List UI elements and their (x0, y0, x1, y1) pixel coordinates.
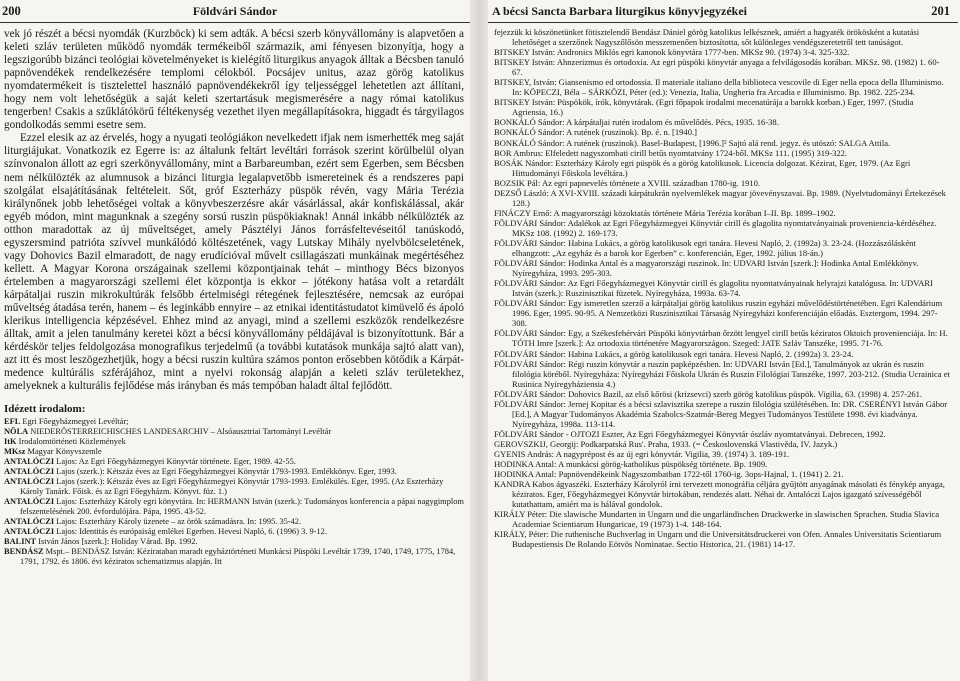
bibliography-entry (4, 467, 464, 477)
bibliography-entry: BITSKEY István: Andronics Miklós egri kanonok könyvtára 1777-ben. MKSz 90. (1974) 3-4. 325-332. (494, 47, 850, 58)
bibliography-entry: FINÁCZY Ernő: A magyarországi közoktatás története Mária Terézia korában I–II. Bp. 1899–1902. (494, 207, 836, 218)
bibliography-entry: FÖLDVÁRI Sándor: Az Egri Főegyházmegyei Könyvtár cirill és glagolita nyomtatványainak helyrajzi katalógusa. In: UDVARI István (szerk.): Ruszinisztikai füzetek. Nyíregyháza, 1993a. 63-74. (494, 278, 933, 299)
page-number: 201 (931, 4, 950, 18)
entry-text: NIEDERÖSTERREICHISCHES LANDESARCHIV – Alsóausztriai Tartományi Levéltár (30, 427, 332, 437)
running-header-author: Földvári Sándor (192, 4, 278, 18)
bibliography-entry (4, 547, 464, 567)
entry-text: Lajos (szerk.): Kétszáz éves az Egri Főegyházmegyei Könyvtár 1793-1993. Emlékülés. Eger, 1995. (Az Eszterházy Károly Tanárk. Főisk. és az Egri Főegyházm. Könyvt. füz. 1.) (20, 477, 444, 497)
bibliography-entry: BONKÁLÓ Sándor: A rutének (ruszinok). Bp. é. n. [1940.] (494, 127, 697, 138)
right-page (488, 0, 958, 681)
entry-key: NÖLA (4, 427, 29, 437)
bibliography-entry: FÖLDVÁRI Sándor: Habina Lukács, a görög katolikusok egri tanára. Hevesi Napló, 2. (1992a) 3. 23-24. (494, 348, 854, 359)
bibliography-entry (4, 497, 464, 517)
entry-key: ANTALÓCZI (4, 457, 55, 467)
bibliography-entry: GYENIS András: A nagyprépost és az új egri könyvtár. Vigilia, 39. (1974) 3. 189-191. (494, 448, 790, 459)
bibliography-list (488, 27, 958, 549)
bibliography-entry: FÖLDVÁRI Sándor: Jernej Kopitar és a bécsi szlavisztika szerepe a ruszin filológia szülétésében. In: DR. CSERÉNYI István Gábor [Ed.], A Magyar Tudományos Akadémia Szabolcs-Szatmár-Bereg Megyei Tudományos Testülete 1998. évi kiadványa. Nyíregyháza, 1998a. 113-114. (494, 398, 948, 429)
bibliography-entry: BOSÁK Nándor: Eszterházy Károly egri püspök és a görög katolikusok. Licencia dolgozat. Kézirat, Eger, 1979. (Az Egri Hittudományi Főiskola levéltára.) (494, 157, 911, 178)
entry-text: Lajos: Eszterházy Károly üzenete – az örök számadásra. In: 1995. 35-42. (56, 517, 302, 527)
entry-text: Mspt.– BENDÁSZ István: Kézirataban maradt egyháztörténeti Munkácsi Püspöki Levéltár 1739, 1740, 1749, 1775, 1784, 1791, 1792. és 1806. évi kéziratos schematizmus alapján. Itt (20, 547, 456, 567)
book-gutter (470, 0, 488, 681)
bibliography-entry: BITSKEY, István: Giansenismo ed ortodossia. Il materiale italiano della biblioteca vescovile di Eger nella epoca della Illuminismo. In: KÖPECZI, Béla – SÁRKÖZI, Péter (ed.): Venezia, Italia, Ungheria fra Arcadia e Illuminismo. Bp. 1982. 225-234. (494, 77, 944, 98)
bibliography-entry: HODINKA Antal: A munkácsi görög-katholikus püspökség története. Bp. 1909. (494, 459, 768, 470)
entry-key: ANTALÓCZI (4, 477, 55, 487)
entry-text: Magyar Könyvszemle (27, 447, 102, 457)
entry-key: MKsz (4, 447, 26, 457)
bibliography-entry: KANDRA Kabos ágyaszéki. Eszterházy Károlyról írni tervezett monográfia céljára gyűjtött anyagának másolati és fénykép anyaga, kéziratos. Eger, Főegyházmegyei Könyvtár birtokában, rendezés alatt. Néhai dr. Antalóczi Lajos igazgató szívességéből kutathattam, amiért ma is hálával gondolok. (494, 479, 945, 510)
bibliography-entry: FÖLDVÁRI Sándor: Egy ismeretlen szerző a kárpátaljai görög katolikus ruszin egyházi művelődéstörténetében. Egri Kalendárium 1996. Eger, 1995. 90-95. A Nemzetközi Ruszinisztikai Társaság Nyíregyházi konferenciáján előadás. Esztergom, 1994. 297-308. (494, 298, 943, 329)
entry-key: BALINT (4, 537, 37, 547)
bibliography-entry: FÖLDVÁRI Sándor: Dohovics Bazil, az első kőrösi (krizsevci) szerb görög katolikus püspök. Vigilia, 63. (1998) 4. 257-261. (494, 388, 923, 399)
bibliography-entry (4, 417, 464, 427)
entry-key: ItK (4, 437, 17, 447)
entry-key: ANTALÓCZI (4, 517, 55, 527)
entry-text: Lajos: Az Egri Főegyházmegyei Könyvtár története. Eger, 1989. 42-55. (56, 457, 296, 467)
bibliography-entry (4, 537, 464, 547)
running-header-title: A bécsi Sancta Barbara liturgikus könyvjegyzékei (492, 4, 748, 18)
bibliography-entry (4, 447, 464, 457)
bibliography-entry (4, 427, 464, 437)
bibliography-entry: FÖLDVÁRI Sándor: Hodinka Antal és a magyarországi ruszinok. In: UDVARI István [szerk.]: Hodinka Antal Emlékkönyv. Nyíregyháza, 1993. 295-303. (494, 258, 919, 279)
body-text (0, 28, 470, 393)
entry-key: EFL (4, 417, 21, 427)
bibliography-entry: KIRÁLY, Péter: Die ruthenische Buchverlag in Ungarn und die Universitätsdruckerei von Ofen. Annales Universitatis Scientiarum Budapestiensis De Rolando Eötvös Nominatae. Sectio Historica, 21. (1981) 14-17. (494, 529, 942, 550)
bibliography-list (0, 417, 470, 567)
bibliography-entry (4, 437, 464, 447)
entry-text: Lajos: Eszterházy Károly egri könyvtára. In: HERMANN István (szerk.): Tudományos konferencia a pápai nagygimplom felszentelésének 200. évfordulójára. Pápa, 1995. 43-52. (20, 497, 464, 517)
entry-key: ANTALÓCZI (4, 527, 55, 537)
bibliography-entry: BITSKEY István: Püspökök, írók, könyvtárak. (Egri főpapok irodalmi mecenatúrája a barokk korban.) Eger, 1997. (Studia Agriensia, 16.) (494, 97, 914, 118)
bibliography-entry: FÖLDVÁRI Sándor - OJTOZI Eszter, Az Egri Főegyházmegyei Könyvtár ószláv nyomtatványai. Debrecen, 1992. (494, 428, 886, 439)
right-page-header (488, 0, 958, 23)
page-number: 200 (2, 4, 21, 18)
bibliography-entry (4, 517, 464, 527)
entry-text: István János [szerk.]: Holiday Várad. Bp. 1992. (38, 537, 198, 547)
bibliography-entry: fejezzük ki köszönetünket fötisztelendő Bendász Dániel görög katolikus lelkésznek, amiért a hagyaték örökösként a kutatási lehetőséget a szerzőnek Nagyszőlősön messzemenően biztosította, sőt különleges vendégszeretetről tett tanúságot. (494, 27, 920, 48)
paragraph: Ezzel elesik az az érvelés, hogy a nyugati teológiákon nevelkedett ifjak nem ismerhették meg saját liturgiájukat. Vonatkozik ez Egerre is: az általunk feltárt levéltári források szerint körülbelül olyan színvonalon állott az egri szerkönyvállomány, mint a Barbareumban, ezért sem Egerben, sem Bécsben nem nélkülözték az alumnusok a bizánci liturgia legalapvetőbb ismereteinek és a rendszeres papi szolgálat elsajátításának feltételeit. Sőt, gróf Eszterházy püspök révén, vagy Mária Terézia királynőnek jobb lehetőségei voltak a könyvbeszerzésre akár vásárlással, akár konfiskálással, akár egyéb módon, mint magunknak a szegény sorsú ruszin püspökiaknak! Annál inkább nélkülözték az otthon maradottak az új műveltséget, amely Pásztélyi János forrásfeltevéseitól tanúskodó, egyszersmind patrióta szívvel munkálódó költészetének, vagy Lutskay Mihály nyelvbölcseletének, vagy Dohovics Bazil elmaradott, de nagy erudícióval művelt csillagászati munkáinak megértéséhez kellett. A Magyar Korona országainak szellemi központjainak tehát – minthogy Bécs bizonyos értelemben a magyarországi szellemi élet központja is ekkor – jótékony hatása volt a retardált kárpátaljai ruszin mikrokultúrák felsőbb értelmiségi rétegének fejlesztésére, nemcsak az európai műveltség átadása terén, hanem – és leginkább ennyire – az etnikai identitástudatot kimüvelő és ápoló klerikus intelligencia képzésével. Ehhez mind az anyagi, mind a szellemi eszközök rendelkezésre álltak, amit a jelen tanulmány keretei közt a bécsi könyvállomány példájával is bizonyítottunk. Bár a kérdéskör teljes feldolgozása monografikus terjedelmű (a további kutatások munkája sajtó alatt van), azt itt és most leszögezhetjük, hogy a bécsi ruszin kultúra számos ponton erősebben kötődik a Kárpát-medence kultúrális szférájához, mint a nyelvi rokonság alapján a keleti szláv területekhez, amelyeknek a kulturális fejlődése más irányban és más tempóban haladt által fejlődött. (4, 132, 464, 393)
entry-text: Lajos: Identitás és európaiság emlékei Egerben. Hevesi Napló, 6. (1996) 3. 9-12. (56, 527, 327, 537)
bibliography-entry (4, 477, 464, 497)
bibliography-entry: BITSKEY István: Ahnzerizmus és ortodoxia. Az egri püspöki könyvtár anyaga a felvilágosodás korában. MKSz. 98. (1982) 1. 60-67. (494, 57, 940, 78)
bibliography-entry: FÖLDVÁRI Sándor: Habina Lukács, a görög katolikusok egri tanára. Hevesi Napló, 2. (1992a) 3. 23-24. (Hozzászólásként elhangzott: „Az egyház és a barok kor Egerben” c. konferencián, Eger, 1992. július 18-án.) (494, 237, 916, 259)
bibliography-entry: BONKÁLÓ Sándor: A rutének (ruszinok). Basel-Budapest, [1996.]² Sajtó alá rend. jegyz. és utószó: SALGA Attila. (494, 137, 891, 148)
bibliography-entry (4, 457, 464, 467)
bibliography-entry: BOZSIK Pál: Az egri papnevelés története a XVIII. században 1780-ig. 1910. (494, 177, 761, 188)
bibliography-entry: GEROVSZKIJ, Georgij: Podkarpatská Rus'. Praha, 1933. (= Československá Vlastivěda, IV. Jazyk.) (494, 438, 838, 449)
left-page-header (0, 0, 470, 23)
bibliography-entry: FÖLDVÁRI Sándor: Régi ruszin könyvtár a ruszin papképzésben. In: UDVARI István [Ed.], Tanulmányok az ukrán és ruszin filológia köréből. Nyíregyháza: Nyíregyházi Főiskola Ukrán és Ruszin Filológiai Tanszéke, 1997. 203-212. (Studia Ucrainica et Rusinica Nyíregyháziensia 4.) (494, 358, 950, 389)
left-page (0, 0, 470, 681)
entry-text: Irodalomtörténeti Közlemények (18, 437, 126, 447)
bibliography-entry: HODINKA Antal: Papnövendékeink Nagyszombatban 1722-től 1760-ig. 3ops-Hajnal, 1. (1941) 2. 21. (494, 469, 844, 480)
bibliography-entry: DEZSŐ László: A XVI-XVIII. századi kárpátukrán nyelvemlékek magyar jövevényszavai. Bp. 1989. (Nyelvtudományi Értekezések 128.) (494, 187, 946, 208)
bibliography-entry: KIRÁLY Péter: Die slawische Mundarten in Ungarn und die ungarländischen Druckwerke in slawischen Sprachen. Studia Slavica Academiae Scientiarum Hungaricae, 19 (1973) 1-4. 148-164. (494, 509, 940, 530)
entry-key: ANTALÓCZI (4, 467, 55, 477)
paragraph: vek jó részét a bécsi nyomdák (Kurzböck) ki sem adták. A bécsi szerb könyvállomány is alapvetően a keleti szláv területen működő nyomdák termékeiből származik, ami fényesen bizonyítja, hogy a legszigorúbb bizánci teológiai követelményeket is kielégítő liturgikus anyagok álltak a Bécsben tanuló papnövendékek rendelkezésére templomi célokból. Pocsájev unitus, azaz görög katolikus nyomdatermékeit is tisztelettel használó papnövendékekről így teljességgel lehetetlen azt állítani, hogy nem volt lehetőségük a saját keleti szertartásuk megismerésére a nagy római katolikus tengerben! Csakis a szűklátókörű féltékenység vezethet ilyen megállapításokra, higgadt és tárgyilagos gondolkodás semmi esetre sem. (4, 28, 464, 132)
bibliography-entry: FÖLDVÁRI Sándor: Egy, a Székesfehérvári Püspöki könyvtárban őrzött lengyel cirill betűs kéziratos Oktoich provenienciája. In: H. TÓTH Imre [szerk.]: Az ortodoxia történetére Magyarországon. Szeged: JATE Szláv Tanszéke, 1995. 71-76. (494, 328, 948, 349)
sources-heading: Idézett irodalom: (4, 403, 86, 416)
entry-key: ANTALÓCZI (4, 497, 55, 507)
bibliography-entry (4, 527, 464, 537)
bibliography-entry: BOR Ambrus: Elfeledett nagyszombati cirill betűs nyomtatvány 1724-ből. MKSz 111. (1995) 319-322. (494, 147, 848, 158)
bibliography-entry: BONKÁLÓ Sándor: A kárpátaljai rutén irodalom és művelődés. Pécs, 1935. 16-38. (494, 117, 779, 128)
entry-key: BENDÁSZ (4, 547, 44, 557)
entry-text: Egri Főegyházmegyei Levéltár; (22, 417, 129, 427)
entry-text: Lajos (szerk.): Kétszáz éves az Egri Főegyházmegyei Könyvtár 1793-1993. Emlékkönyv. Eger, 1993. (56, 467, 397, 477)
bibliography-entry: FÖLDVÁRI Sándor: Adalékok az Egri Főegyházmegyei Könyvtár cirill és glagolita nyomtatványainak proveniencia-kérdéséhez. MKSz 108. (1992) 2. 169-173. (494, 217, 937, 238)
